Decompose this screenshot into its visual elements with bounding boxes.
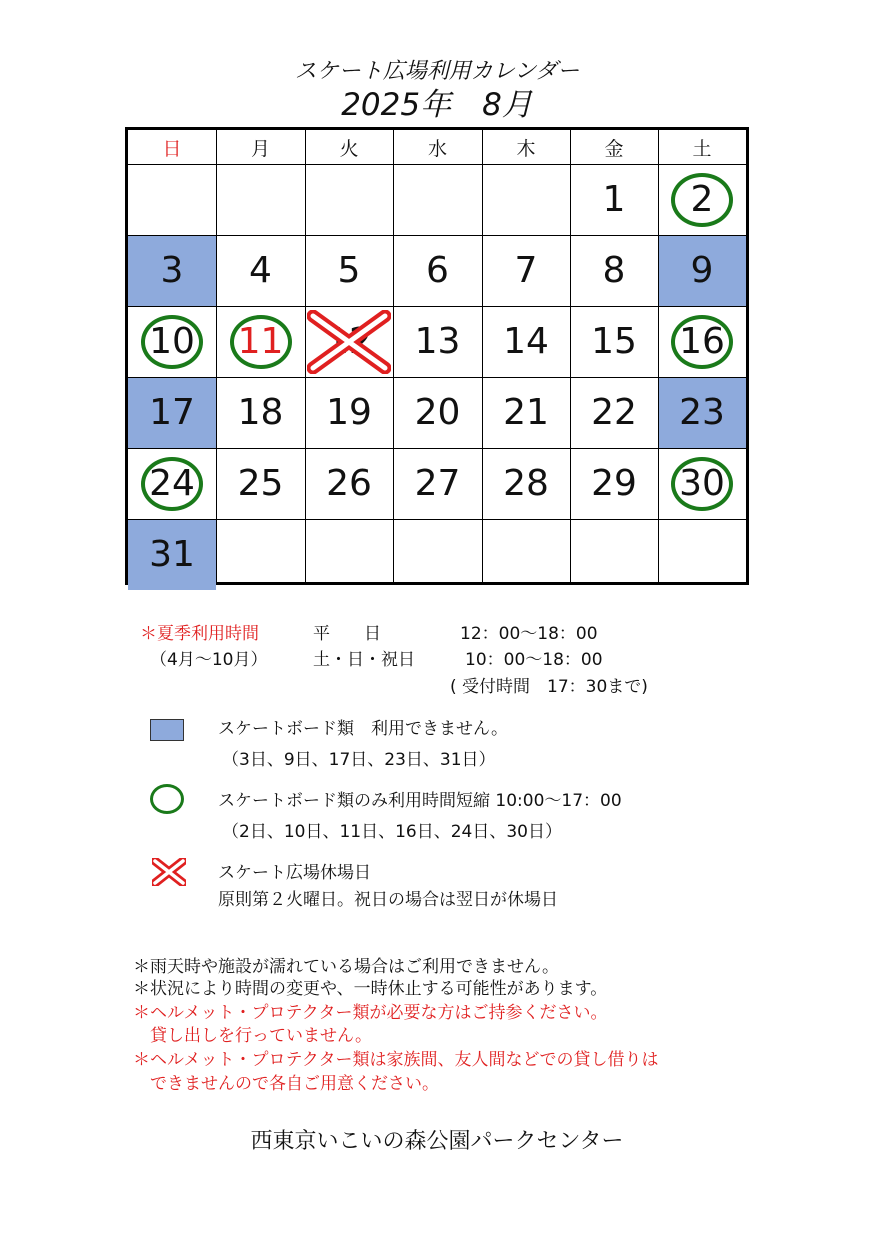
day-number: 12 (326, 321, 372, 362)
grid-line (393, 130, 394, 582)
weekday-header: 火 (339, 137, 359, 160)
calendar-grid (125, 127, 749, 585)
day-number: 14 (503, 321, 549, 362)
calendar-day (393, 306, 482, 377)
reception-time: ( 受付時間 17：30まで) (450, 677, 648, 697)
calendar-day (305, 164, 393, 235)
calendar-day (570, 519, 658, 590)
day-number: 11 (237, 321, 284, 362)
calendar-day (658, 519, 746, 590)
calendar-day (658, 377, 746, 448)
weekday-header: 木 (516, 137, 536, 160)
calendar-day (393, 519, 482, 590)
weekday-time: 12：00～18：00 (460, 624, 598, 644)
calendar-day (305, 235, 393, 306)
calendar-day (305, 306, 393, 377)
calendar-day (216, 164, 305, 235)
calendar-day (658, 448, 746, 519)
weekday-label: 平 日 (313, 624, 381, 644)
note-schedule-change: ＊状況により時間の変更や、一時休止する可能性があります。 (133, 979, 608, 999)
day-number: 6 (426, 250, 449, 291)
calendar-day (482, 448, 570, 519)
day-number: 19 (326, 392, 372, 433)
day-number: 28 (503, 463, 549, 504)
day-number: 22 (591, 392, 637, 433)
green-circle-icon (150, 784, 184, 814)
calendar-day (128, 519, 216, 590)
grid-line (216, 130, 217, 582)
day-number: 29 (591, 463, 637, 504)
weekday-header: 水 (427, 137, 447, 160)
note-helmet-bring: ＊ヘルメット・プロテクター類が必要な方はご持参ください。 (133, 1003, 608, 1023)
legend-shortened-days: （2日、10日、11日、16日、24日、30日） (222, 822, 562, 842)
legend-no-skateboard: スケートボード類 利用できません。 (218, 719, 509, 739)
weekday-header: 月 (250, 137, 270, 160)
season-period: （4月～10月） (150, 650, 268, 670)
weekday-header: 金 (604, 137, 624, 160)
red-cross-icon (307, 310, 391, 374)
day-number: 2 (690, 179, 714, 220)
day-number: 16 (679, 321, 725, 362)
day-number: 18 (237, 392, 284, 433)
calendar-day (482, 306, 570, 377)
calendar-day (482, 164, 570, 235)
day-number: 24 (149, 463, 195, 504)
calendar-day (482, 377, 570, 448)
day-number: 8 (602, 250, 626, 291)
grid-line (482, 130, 483, 582)
red-cross-icon (152, 858, 186, 886)
day-number: 9 (690, 250, 714, 291)
calendar-day (482, 235, 570, 306)
blue-box-icon (150, 719, 184, 741)
day-number: 13 (414, 321, 461, 362)
calendar-day (216, 377, 305, 448)
calendar-day (128, 306, 216, 377)
note-prepare-own: できませんので各自ご用意ください。 (133, 1074, 439, 1094)
calendar-day (216, 448, 305, 519)
grid-line (658, 130, 659, 582)
note-no-sharing: ＊ヘルメット・プロテクター類は家族間、友人間などでの貸し借りは (133, 1050, 659, 1070)
calendar-day (128, 164, 216, 235)
day-number: 21 (503, 392, 549, 433)
legend-closed-rule: 原則第２火曜日。祝日の場合は翌日が休場日 (218, 890, 558, 910)
calendar-title: スケート広場利用カレンダー (294, 59, 580, 84)
grid-line (128, 448, 746, 449)
day-number: 5 (337, 250, 361, 291)
calendar-day (393, 377, 482, 448)
day-number: 17 (149, 392, 195, 433)
day-number: 4 (249, 250, 272, 291)
day-number: 7 (514, 250, 538, 291)
calendar-day (216, 306, 305, 377)
calendar-day (570, 448, 658, 519)
calendar-day (128, 448, 216, 519)
legend-no-skateboard-days: （3日、9日、17日、23日、31日） (222, 750, 496, 770)
note-no-rental: 貸し出しを行っていません。 (133, 1026, 373, 1046)
calendar-day (658, 235, 746, 306)
legend-shortened-hours: スケートボード類のみ利用時間短縮 10:00～17：00 (218, 791, 622, 811)
day-number: 31 (149, 534, 195, 575)
grid-line (128, 519, 746, 520)
weekend-label: 土・日・祝日 (313, 650, 415, 670)
grid-line (305, 130, 306, 582)
calendar-day (216, 519, 305, 590)
day-number: 23 (679, 392, 725, 433)
calendar-day (658, 164, 746, 235)
note-rain: ＊雨天時や施設が濡れている場合はご利用できません。 (133, 957, 560, 977)
calendar-day (658, 306, 746, 377)
calendar-day (128, 235, 216, 306)
weekday-header: 日 (162, 137, 182, 160)
calendar-day (393, 448, 482, 519)
day-number: 27 (414, 463, 461, 504)
day-number: 26 (326, 463, 372, 504)
month-label: 2025年 8月 (341, 87, 533, 123)
calendar-day (216, 235, 305, 306)
calendar-day (482, 519, 570, 590)
hours-label: ＊夏季利用時間 (140, 624, 259, 644)
day-number: 15 (591, 321, 637, 362)
calendar-day (570, 164, 658, 235)
calendar-day (570, 306, 658, 377)
grid-line (128, 377, 746, 378)
grid-line (570, 130, 571, 582)
calendar-day (305, 377, 393, 448)
grid-line (128, 306, 746, 307)
grid-line (128, 164, 746, 165)
footer-organization: 西東京いこいの森公園パークセンター (250, 1129, 624, 1154)
day-number: 30 (679, 463, 725, 504)
day-number: 1 (602, 179, 626, 220)
grid-line (128, 235, 746, 236)
day-number: 25 (237, 463, 284, 504)
calendar-day (305, 448, 393, 519)
day-number: 20 (414, 392, 461, 433)
weekday-header: 土 (692, 137, 712, 160)
calendar-day (570, 235, 658, 306)
calendar-day (393, 164, 482, 235)
calendar-day (393, 235, 482, 306)
weekend-time: 10：00～18：00 (465, 650, 603, 670)
day-number: 10 (149, 321, 195, 362)
day-number: 3 (160, 250, 184, 291)
calendar-day (305, 519, 393, 590)
calendar-day (128, 377, 216, 448)
calendar-day (570, 377, 658, 448)
legend-closed: スケート広場休場日 (218, 863, 371, 883)
